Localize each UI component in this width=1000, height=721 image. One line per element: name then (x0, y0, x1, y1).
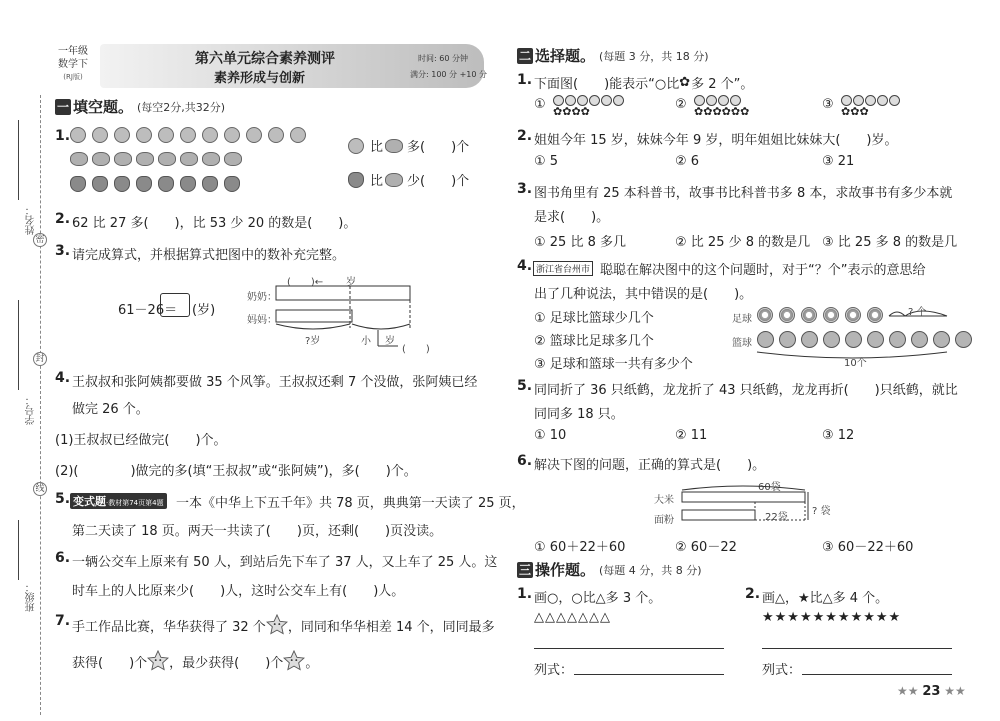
option-3[interactable]: ③ 60－22＋60 (822, 540, 914, 555)
region-tag (533, 258, 593, 277)
apple-icon (290, 127, 306, 143)
question-number: 3. (517, 181, 533, 197)
drawing-line[interactable] (762, 648, 952, 649)
option-1[interactable]: ① 5 (534, 154, 559, 169)
flower-icon: ✿ (859, 105, 869, 118)
sub-question: (2)( )做完的多(填“王叔叔”或“张阿姨”)，多( )个。 (55, 464, 417, 479)
diagram-top-blank[interactable]: ( )← (287, 277, 324, 288)
seal-mark: 密 (33, 233, 47, 247)
flower-icon: ✿ (553, 105, 563, 118)
page-deco-left: ★★ (897, 684, 919, 698)
option-1[interactable]: ① 足球比篮球少几个 (534, 311, 654, 326)
option-3[interactable]: ③ 12 (822, 428, 855, 443)
answer-blank-text[interactable]: 少( )个 (407, 174, 470, 189)
pumpkin-icon (114, 152, 132, 166)
option-3[interactable]: ③ 比 25 多 8 的数是几 (822, 235, 958, 250)
time-limit: 时间: 60 分钟 (418, 54, 468, 63)
pumpkin-icon (385, 139, 403, 153)
apple-icon (348, 138, 364, 154)
compare-line-2 (348, 170, 469, 189)
option-2[interactable]: ② 60－22 (675, 540, 737, 555)
variant-tag (70, 490, 167, 509)
option-3[interactable]: ③ 21 (822, 154, 855, 169)
question-number: 5. (517, 378, 533, 394)
unknown-bags: ? 袋 (812, 506, 831, 517)
apple-icon (202, 127, 218, 143)
class-label: 班级： (26, 582, 37, 612)
name-label: 姓名： (26, 205, 37, 235)
less-unit: 岁 (385, 336, 395, 347)
option-2-picture[interactable] (694, 95, 774, 117)
circle-icon (877, 95, 888, 106)
drawing-line[interactable] (534, 648, 724, 649)
flower-icon: ✿ (730, 105, 741, 118)
pepper-icon (92, 176, 108, 192)
page-deco-right: ★★ (944, 684, 966, 698)
flower-icon: ✿ (721, 105, 731, 118)
question-text: 画△，★比△多 4 个。 (762, 591, 889, 606)
section-title: 选择题。 (535, 47, 596, 65)
pumpkin-icon (136, 152, 154, 166)
question-text: 聪聪在解决图中的这个问题时，对于“？个”表示的意思给 (600, 263, 926, 278)
section-number-icon: 三 (518, 562, 531, 577)
option-3-picture[interactable] (841, 95, 921, 117)
binding-dashed-line (40, 95, 41, 715)
option-2[interactable]: ② 11 (675, 428, 708, 443)
option-mark[interactable]: ③ (822, 97, 834, 112)
star-row: ★★★★★★★★★★★ (762, 610, 902, 625)
flower-icon: ✿ (694, 105, 704, 118)
pumpkin-icon (70, 152, 88, 166)
question-text: 手工作品比赛，华华获得了 32 个 (72, 619, 266, 635)
apple-icon (268, 127, 284, 143)
apple-icon (70, 127, 86, 143)
unknown-count: ? 个 (908, 307, 927, 318)
question-line (72, 650, 318, 672)
flower-icon: ✿ (580, 105, 590, 118)
circle-icon (613, 95, 624, 106)
student-id-write-line[interactable] (18, 300, 19, 390)
option-3[interactable]: ③ 足球和篮球一共有多少个 (534, 357, 693, 372)
section-title: 操作题。 (535, 561, 596, 579)
student-id-label: 学号： (26, 395, 37, 425)
flower-icon: ✿ (571, 105, 581, 118)
grade-text: 一年级 (58, 46, 88, 57)
football-label: 足球 (732, 314, 752, 325)
section-score-note: (每空2分,共32分) (137, 100, 226, 114)
question-number: 4. (55, 370, 71, 386)
question-text: 同同折了 36 只纸鹤，龙龙折了 43 只纸鹤，龙龙再折( )只纸鹤，就比 (534, 383, 958, 398)
circle-icon (601, 95, 612, 106)
question-text: 是求( )。 (534, 210, 610, 225)
option-2[interactable]: ② 篮球比足球多几个 (534, 334, 654, 349)
pepper-icon (202, 176, 218, 192)
pepper-icon (70, 176, 86, 192)
option-1-picture[interactable] (553, 95, 633, 117)
question-text: 同同多 18 只。 (534, 407, 624, 422)
section-heading-fill-in (55, 96, 225, 117)
basketball-label: 篮球 (732, 338, 752, 349)
question-number: 7. (55, 613, 71, 629)
question-text: 出了几种说法，其中错误的是( )。 (534, 287, 753, 302)
apple-icon (158, 127, 174, 143)
question-number: 1. (517, 586, 533, 602)
question-line (72, 614, 495, 636)
flower-icon: ✿ (841, 105, 851, 118)
formula-answer-line[interactable] (802, 674, 952, 675)
question-text: ，最少获得( )个 (169, 655, 284, 671)
mom-age-unknown: ?岁 (305, 336, 321, 347)
flower-icon: ✿ (679, 75, 691, 90)
bag-count-22: 22袋 (765, 512, 788, 523)
triangle-row: △△△△△△△ (534, 610, 611, 625)
question-text: 。 (305, 655, 319, 671)
option-mark[interactable]: ① (534, 97, 546, 112)
variant-badge-label: 变式题 (73, 494, 106, 508)
page-number (897, 684, 966, 699)
option-2[interactable]: ② 6 (675, 154, 700, 169)
equation-text: 61－26＝ (118, 303, 178, 318)
formula-label: 列式： (762, 663, 802, 678)
question-line (534, 73, 753, 92)
star-sticker-icon (147, 650, 169, 672)
question-text: 多 2 个”。 (691, 77, 754, 92)
basketball-icon (955, 331, 972, 348)
pumpkin-icon (385, 173, 403, 187)
pumpkin-icon (92, 152, 110, 166)
question-text: 请完成算式，并根据算式把图中的数补充完整。 (72, 248, 346, 263)
question-number: 5. (55, 491, 71, 507)
full-score: 满分: 100 分 +10 分 (410, 70, 488, 79)
seal-mark: 线 (33, 482, 47, 496)
mom-label: 妈妈： (247, 315, 277, 326)
option-2[interactable]: ② 比 25 少 8 的数是几 (675, 235, 811, 250)
question-number: 3. (55, 243, 71, 259)
question-text: 图书角里有 25 本科普书，故事书比科普书多 8 本，求故事书有多少本就 (534, 186, 953, 201)
sub-question: (1)王叔叔已经做完( )个。 (55, 433, 227, 448)
compare-word: 比 (370, 174, 384, 189)
question-text: 做完 26 个。 (72, 402, 149, 417)
region-tag-text: 浙江省台州市 (533, 261, 593, 276)
apple-row (70, 127, 312, 143)
flower-icon: ✿ (850, 105, 860, 118)
option-mark[interactable]: ② (675, 97, 687, 112)
question-number: 2. (55, 211, 71, 227)
question-text: 画○，○比△多 3 个。 (534, 591, 662, 606)
question-text: 解决下图的问题，正确的算式是( )。 (534, 458, 766, 473)
apple-icon (246, 127, 262, 143)
page-title: 第六单元综合素养测评 (195, 51, 335, 67)
question-text: ，同同和华华相差 14 个，同同最多 (287, 619, 495, 635)
question-text: 下面图( )能表示“○比 (534, 77, 680, 92)
section-score-note: (每题 3 分，共 18 分) (599, 49, 709, 63)
pepper-icon (136, 176, 152, 192)
pepper-icon (114, 176, 130, 192)
question-text: 时车上的人比原来少( )人，这时公交车上有( )人。 (72, 584, 405, 599)
apple-icon (180, 127, 196, 143)
question-text: 一本《中华上下五千年》共 78 页，典典第一天读了 25 页， (176, 496, 525, 511)
grandma-label: 奶奶： (247, 292, 277, 303)
pepper-icon (348, 172, 364, 188)
section-number-icon: 一 (56, 99, 69, 114)
option-1[interactable]: ① 10 (534, 428, 567, 443)
question-text: 一辆公交车上原来有 50 人，到站后先下车了 37 人，又上车了 25 人。这 (72, 555, 498, 570)
question-text: 62 比 27 多( )，比 53 少 20 的数是( )。 (72, 216, 357, 231)
question-text: 获得( )个 (72, 655, 148, 671)
page-number-value: 23 (922, 684, 941, 699)
pumpkin-icon (224, 152, 242, 166)
apple-icon (224, 127, 240, 143)
pumpkin-icon (180, 152, 198, 166)
question-number: 6. (55, 550, 71, 566)
section-number-icon: 二 (518, 48, 531, 63)
flower-icon: ✿ (562, 105, 572, 118)
flower-icon: ✿ (712, 105, 722, 118)
name-write-line[interactable] (18, 120, 19, 200)
less-label: 小 (361, 336, 371, 347)
star-sticker-icon (283, 650, 305, 672)
question-text: 王叔叔和张阿姨都要做 35 个风筝。王叔叔还剩 7 个没做，张阿姨已经 (72, 375, 478, 390)
circle-icon (889, 95, 900, 106)
question-number: 1. (55, 128, 71, 144)
bag-count-60: 60袋 (758, 482, 781, 493)
apple-icon (136, 127, 152, 143)
grade-badge (55, 45, 91, 85)
question-number: 4. (517, 258, 533, 274)
option-1[interactable]: ① 60＋22＋60 (534, 540, 626, 555)
rice-label: 大米 (654, 495, 674, 506)
pumpkin-icon (158, 152, 176, 166)
page-subtitle: 素养形成与创新 (214, 71, 306, 86)
flour-label: 面粉 (654, 515, 674, 526)
equation-answer-box[interactable] (160, 293, 190, 317)
variant-badge (70, 493, 167, 509)
formula-label: 列式： (534, 663, 574, 678)
total-count: 10个 (844, 358, 867, 369)
class-write-line[interactable] (18, 520, 19, 580)
flower-icon: ✿ (740, 105, 750, 118)
pepper-icon (158, 176, 174, 192)
difference-blank[interactable]: ( ) (402, 344, 430, 355)
diagram-top-unit: 岁 (346, 277, 356, 288)
question-text: 第二天读了 18 页。两天一共读了( )页，还剩( )页没读。 (72, 524, 443, 539)
variant-source: ·教材第74页第4题 (106, 498, 164, 507)
question-text: 姐姐今年 15 岁，妹妹今年 9 岁，明年姐姐比妹妹大( )岁。 (534, 133, 898, 148)
section-heading-operation (517, 559, 702, 580)
option-1[interactable]: ① 25 比 8 多几 (534, 235, 626, 250)
circle-icon (589, 95, 600, 106)
answer-blank-text[interactable]: 多( )个 (407, 140, 470, 155)
pepper-icon (180, 176, 196, 192)
equation-unit: (岁) (192, 303, 216, 318)
formula-answer-line[interactable] (574, 674, 724, 675)
apple-icon (92, 127, 108, 143)
pumpkin-icon (202, 152, 220, 166)
compare-word: 比 (370, 140, 384, 155)
rice-flour-bar-diagram (680, 484, 815, 524)
flower-icon: ✿ (703, 105, 713, 118)
subject-text: 数学下 (58, 59, 88, 70)
edition-text: (RJ版) (63, 73, 83, 81)
question-number: 2. (745, 586, 761, 602)
pepper-row (70, 176, 246, 192)
pumpkin-row (70, 152, 246, 166)
age-bar-diagram (270, 284, 420, 354)
pepper-icon (224, 176, 240, 192)
question-number: 6. (517, 453, 533, 469)
question-number: 2. (517, 128, 533, 144)
apple-icon (114, 127, 130, 143)
section-heading-choice (517, 45, 709, 66)
question-number: 1. (517, 72, 533, 88)
seal-mark: 封 (33, 352, 47, 366)
section-title: 填空题。 (73, 98, 134, 116)
star-sticker-icon (266, 614, 288, 636)
compare-line-1 (348, 136, 469, 155)
section-score-note: (每题 4 分，共 8 分) (599, 563, 702, 577)
